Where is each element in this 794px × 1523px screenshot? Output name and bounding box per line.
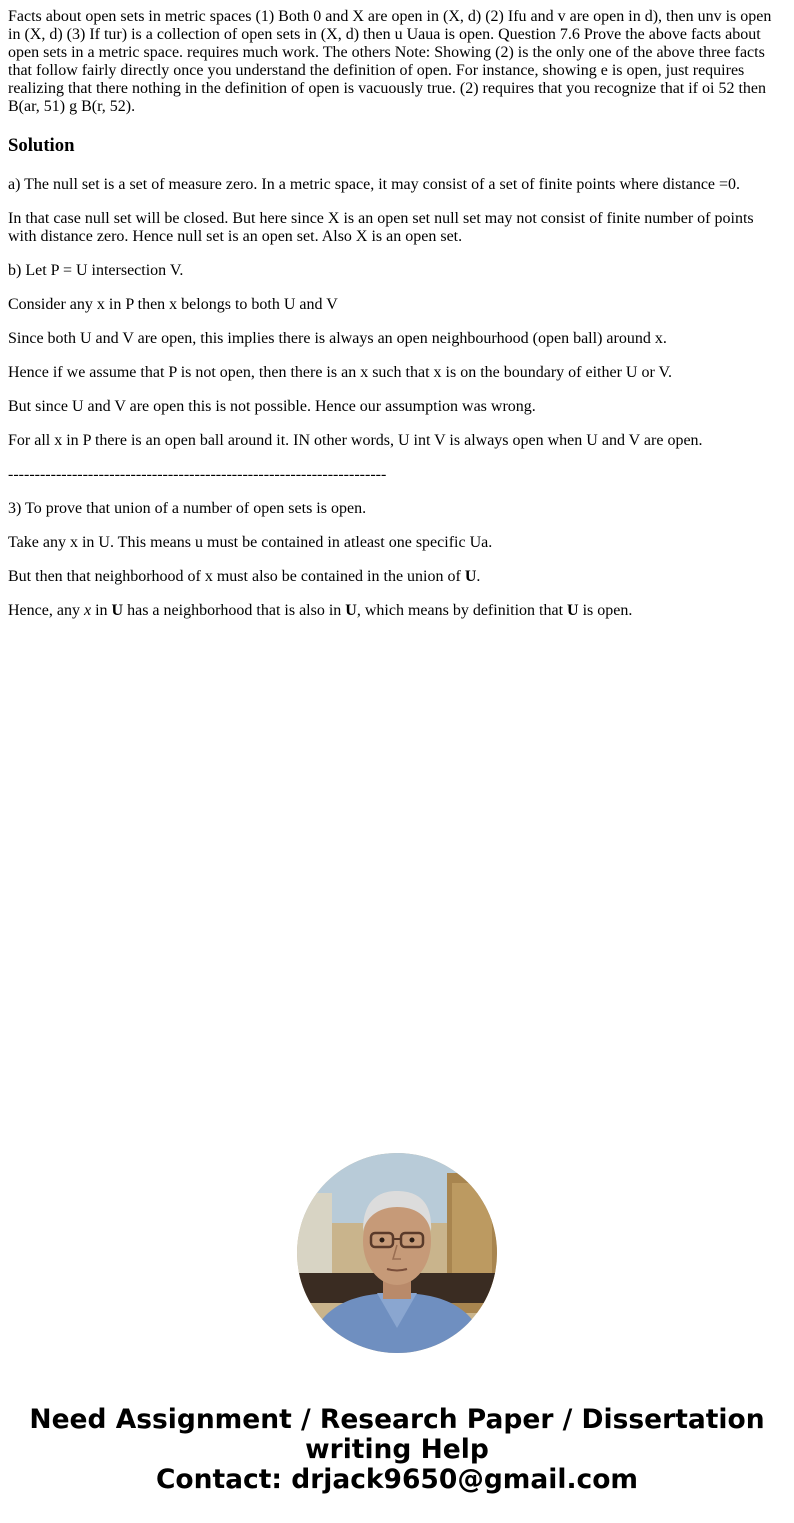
- solution-paragraph: b) Let P = U intersection V.: [8, 262, 184, 279]
- solution-paragraph: But since U and V are open this is not possible. Hence our assumption was wrong.: [8, 398, 536, 415]
- contact-banner: [0, 1405, 794, 1495]
- text-span: Hence, any: [8, 602, 84, 619]
- bold-set-symbol: U: [111, 602, 124, 619]
- bold-set-symbol: U: [345, 602, 357, 619]
- banner-line: Need Assignment / Research Paper / Dissertation: [29, 1404, 765, 1435]
- conclusion-paragraph: [8, 602, 786, 620]
- solution-paragraph: In that case null set will be closed. But here since X is an open set null set may not consist of finite number of points with distance zero. Hence null set is an open set. Also X is an open set.: [8, 210, 754, 245]
- text-span: is open.: [578, 602, 633, 619]
- bold-set-symbol: U: [567, 602, 579, 619]
- solution-paragraph: Consider any x in P then x belongs to both U and V: [8, 296, 338, 313]
- text-span: .: [476, 568, 481, 585]
- text-span: has a neighborhood that is also in: [123, 602, 346, 619]
- bold-set-symbol: U: [464, 568, 477, 585]
- neighborhood-paragraph: [8, 568, 786, 586]
- banner-line: writing Help: [305, 1434, 489, 1465]
- document-body: [8, 8, 786, 620]
- text-span: in: [91, 602, 112, 619]
- solution-heading: Solution: [8, 135, 75, 156]
- portrait-image: [297, 1153, 497, 1353]
- solution-paragraph: Since both U and V are open, this implies there is always an open neighbourhood (open ball) around x.: [8, 330, 667, 347]
- separator-line: -----------------------------------------------------------------------: [8, 466, 387, 483]
- solution-paragraph: For all x in P there is an open ball around it. IN other words, U int V is always open when U and V are open.: [8, 432, 703, 449]
- solution-paragraph: 3) To prove that union of a number of open sets is open.: [8, 500, 367, 517]
- contact-email-line: Contact: drjack9650@gmail.com: [155, 1464, 639, 1495]
- text-span: But then that neighborhood of x must also be contained in the union of: [8, 568, 465, 585]
- solution-paragraph: a) The null set is a set of measure zero. In a metric space, it may consist of a set of finite points where distance =0.: [8, 176, 741, 193]
- question-text: Facts about open sets in metric spaces (1) Both 0 and X are open in (X, d) (2) Ifu and v are open in d), then unv is open in (X, d) (3) If tur) is a collection of open sets in (X, d) then u Uaua is open. Question 7.6 Prove the above facts about open sets in a metric space. requires much work. The others Note: Showing (2) is the only one of the above three facts that follow fairly directly once you understand the definition of open. For instance, showing e is open, just requires realizing that there nothing in the definition of open is vacuously true. (2) requires that you recognize that if oi 52 then B(ar, 51) g B(r, 52).: [8, 8, 772, 115]
- solution-paragraph: Take any x in U. This means u must be contained in atleast one specific Ua.: [8, 534, 493, 551]
- author-avatar: [297, 1153, 497, 1353]
- text-span: , which means by definition that: [356, 602, 568, 619]
- italic-variable: x: [83, 602, 92, 619]
- solution-paragraph: Hence if we assume that P is not open, then there is an x such that x is on the boundary of either U or V.: [8, 364, 673, 381]
